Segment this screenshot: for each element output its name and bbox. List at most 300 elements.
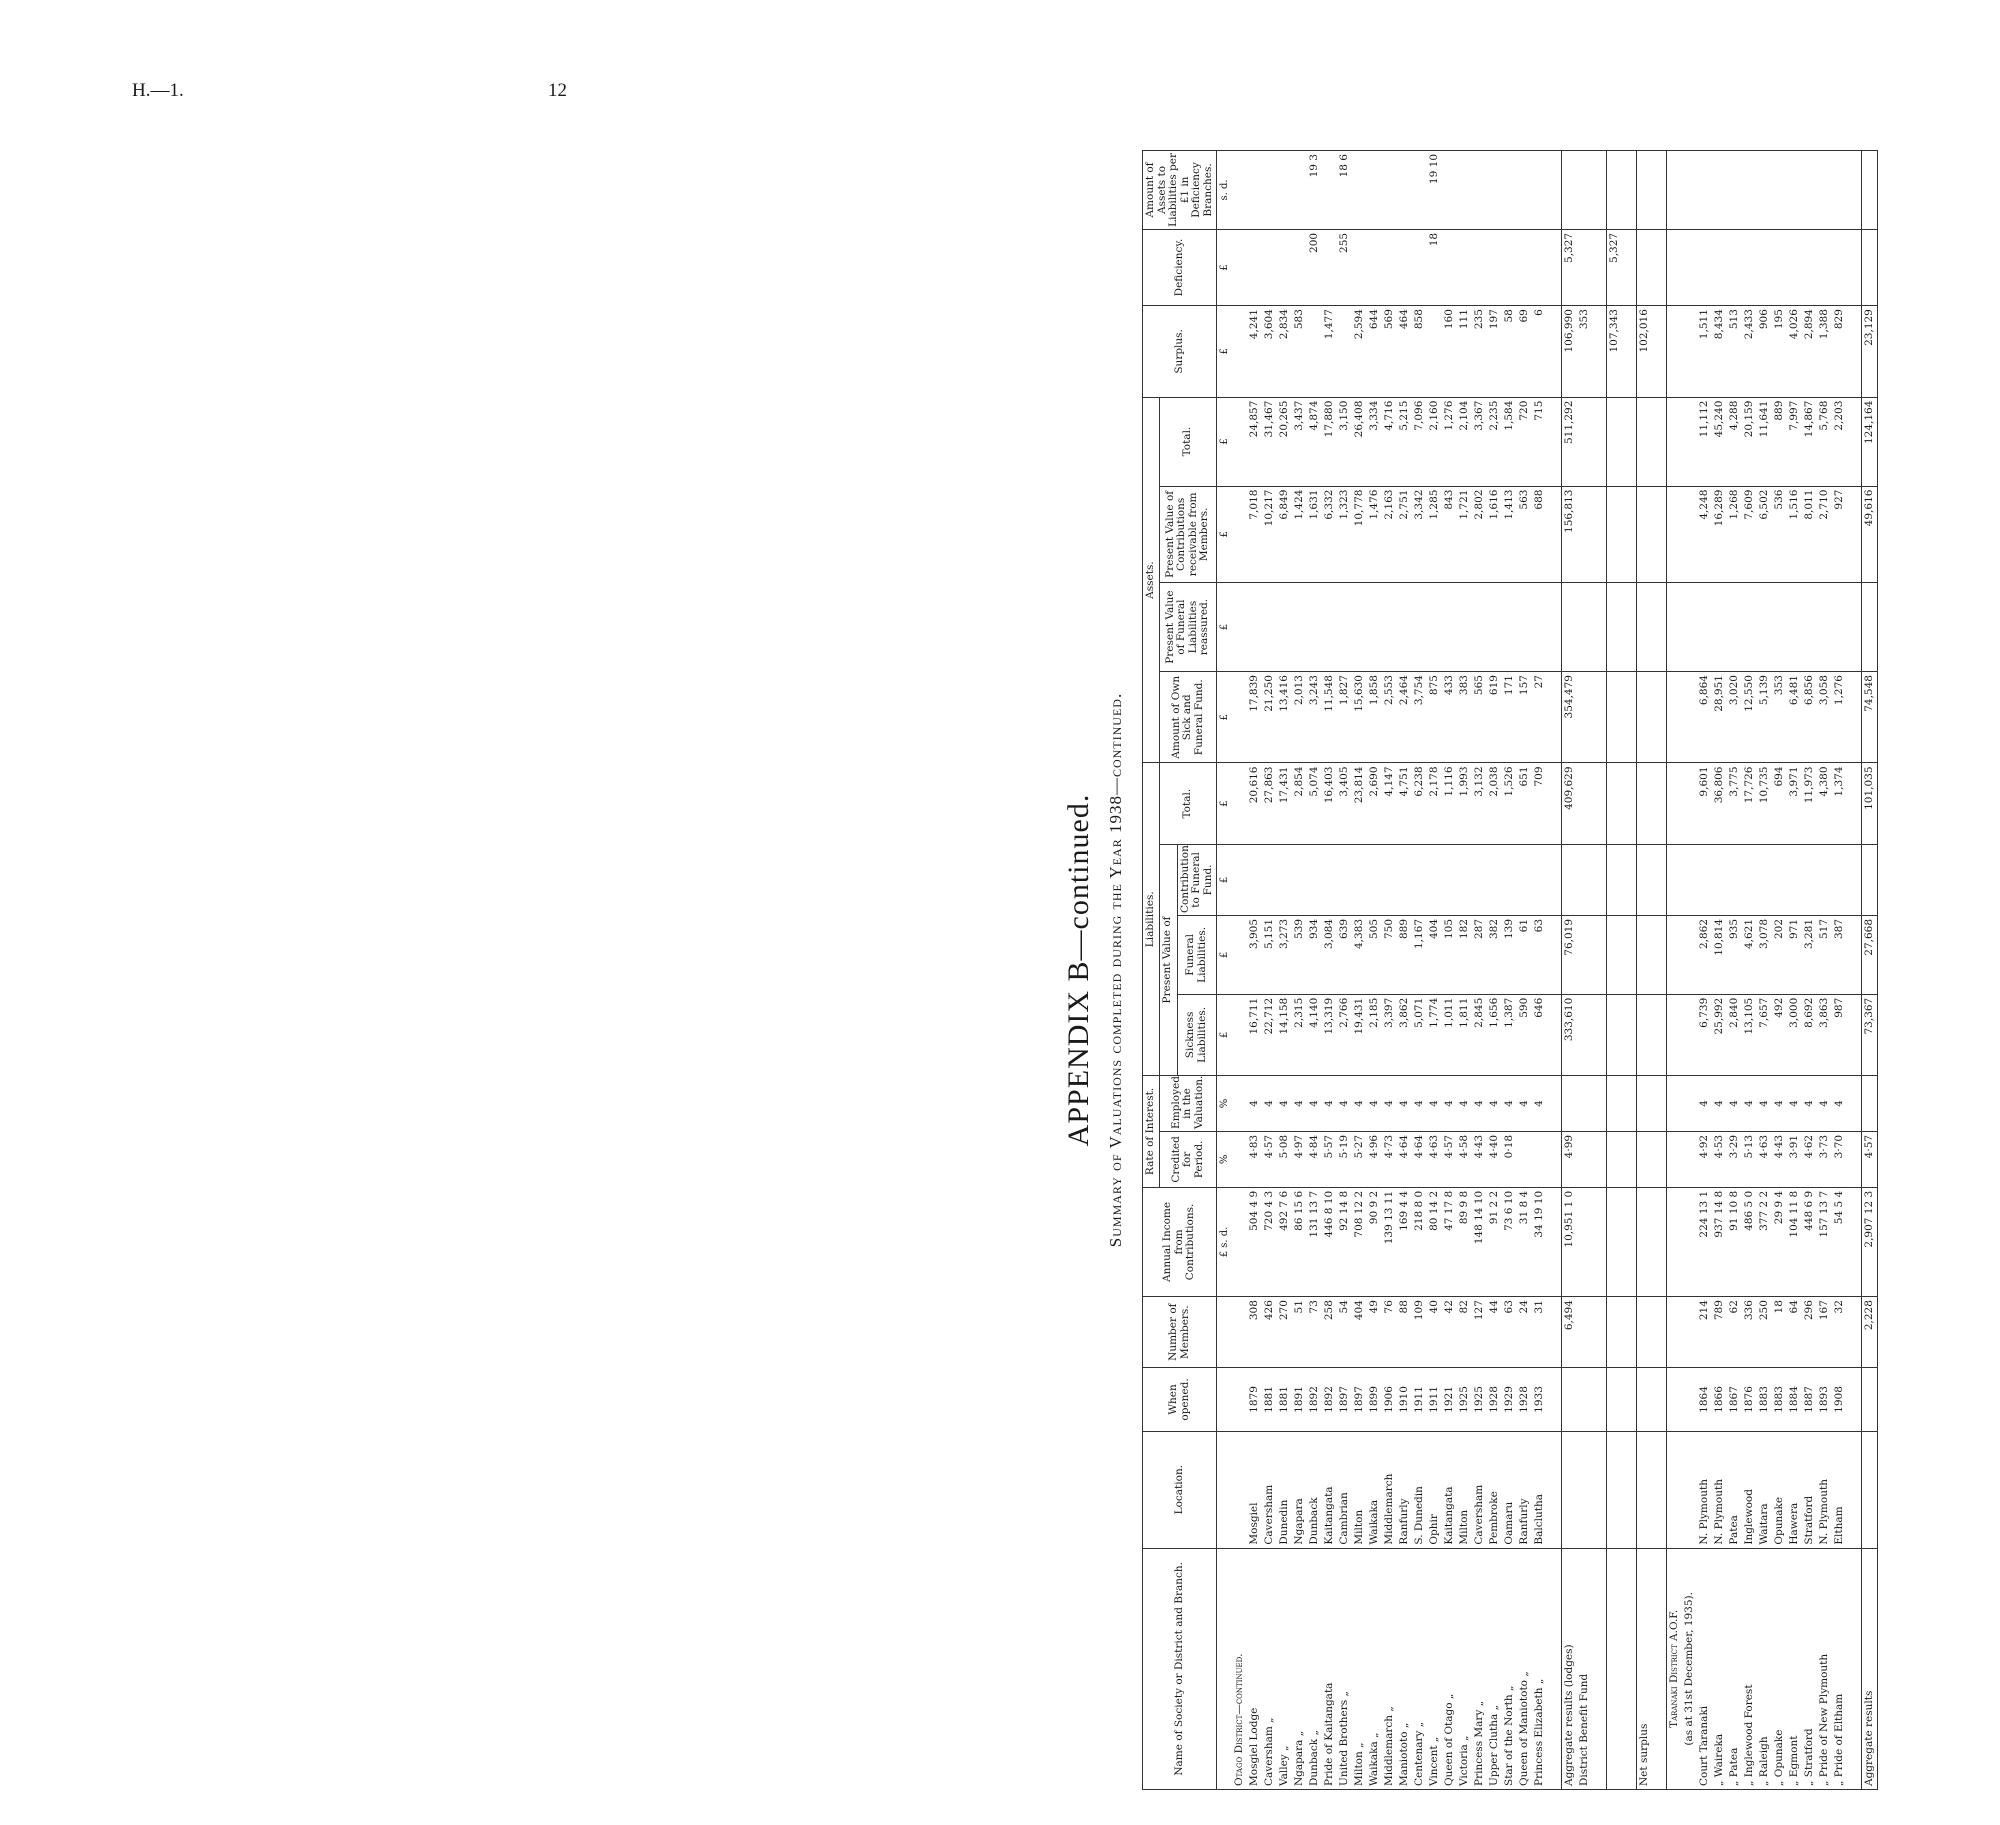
cell-surplus: 513	[1727, 306, 1742, 397]
cell-opened: 1884	[1787, 1368, 1802, 1432]
cell-own: 171	[1502, 672, 1517, 763]
cell-cmembers: 7,018	[1247, 486, 1262, 583]
cell-cmembers: 1,616	[1487, 486, 1502, 583]
cell-own: 27	[1532, 672, 1547, 763]
cell-name: District Benefit Fund	[1577, 1548, 1592, 1789]
cell-credited: 4·64	[1397, 1131, 1412, 1187]
cell-cmembers: 1,413	[1502, 486, 1517, 583]
page-number: 12	[548, 80, 567, 101]
cell-atotal: 889	[1772, 397, 1787, 486]
cell-opened: 1893	[1817, 1368, 1832, 1432]
cell-funeral: 2,862	[1697, 915, 1712, 994]
cell-employed: 4	[1727, 1076, 1742, 1132]
cell-income: 29 9 4	[1772, 1187, 1787, 1296]
unit-pound: £	[1217, 397, 1233, 486]
cell-loc: Cambrian	[1337, 1431, 1352, 1548]
cell-income: 80 14 2	[1427, 1187, 1442, 1296]
cell-opened	[1562, 1368, 1578, 1432]
cell-atotal: 14,867	[1802, 397, 1817, 486]
cell-sickness: 13,319	[1322, 994, 1337, 1075]
cell-opened: 1925	[1457, 1368, 1472, 1432]
cell-opened: 1897	[1352, 1368, 1367, 1432]
cell-credited: 0·18	[1502, 1131, 1517, 1187]
cell-deficiency	[1277, 229, 1292, 305]
valuations-table	[1142, 150, 1878, 1790]
cell-deficiency	[1832, 229, 1847, 305]
cell-perpound	[1757, 151, 1772, 230]
units-row	[1217, 151, 1233, 1790]
cell-contrib	[1757, 844, 1772, 915]
cell-loc	[1562, 1431, 1578, 1548]
cell-loc: Kaitangata	[1442, 1431, 1457, 1548]
cell-credited: 4·99	[1562, 1131, 1578, 1187]
cell-employed: 4	[1307, 1076, 1322, 1132]
cell-opened: 1883	[1757, 1368, 1772, 1432]
cell-ltotal: 5,074	[1307, 763, 1322, 844]
cell-sickness: 3,863	[1817, 994, 1832, 1075]
cell-contrib	[1277, 844, 1292, 915]
cell-deficiency	[1457, 229, 1472, 305]
cell-atotal: 3,437	[1292, 397, 1307, 486]
cell-perpound	[1382, 151, 1397, 230]
cell-employed: 4	[1262, 1076, 1277, 1132]
cell-own: 3,020	[1727, 672, 1742, 763]
cell-sickness: 3,397	[1382, 994, 1397, 1075]
cell-perpound	[1817, 151, 1832, 230]
cell-atotal: 3,367	[1472, 397, 1487, 486]
cell-surplus: 3,604	[1262, 306, 1277, 397]
cell-employed: 4	[1397, 1076, 1412, 1132]
cell-contrib	[1517, 844, 1532, 915]
cell-atotal: 20,265	[1277, 397, 1292, 486]
cell-opened	[1862, 1368, 1878, 1432]
cell-atotal: 26,408	[1352, 397, 1367, 486]
cell-reassured	[1757, 583, 1772, 672]
cell-cmembers: 688	[1532, 486, 1547, 583]
col-rate: Rate of Interest.	[1143, 1076, 1160, 1188]
table-row	[1397, 151, 1412, 1790]
cell-surplus: 1,477	[1322, 306, 1337, 397]
cell-opened: 1887	[1802, 1368, 1817, 1432]
cell-surplus	[1337, 306, 1352, 397]
cell-cmembers: 8,011	[1802, 486, 1817, 583]
cell-atotal: 2,104	[1457, 397, 1472, 486]
cell-loc: Hawera	[1787, 1431, 1802, 1548]
unit-pound: £	[1217, 994, 1233, 1075]
cell-surplus: 583	[1292, 306, 1307, 397]
col-surplus: Surplus.	[1143, 306, 1217, 397]
cell-members: 24	[1517, 1297, 1532, 1368]
cell-loc: N. Plymouth	[1817, 1431, 1832, 1548]
cell-ltotal: 16,403	[1322, 763, 1337, 844]
cell-opened: 1866	[1712, 1368, 1727, 1432]
cell-credited: 5·57	[1322, 1131, 1337, 1187]
cell-employed: 4	[1352, 1076, 1367, 1132]
cell-cmembers: 6,502	[1757, 486, 1772, 583]
cell-ltotal: 1,993	[1457, 763, 1472, 844]
cell-contrib	[1577, 844, 1592, 915]
cell-employed: 4	[1742, 1076, 1757, 1132]
cell-surplus: 829	[1832, 306, 1847, 397]
cell-reassured	[1787, 583, 1802, 672]
table-row	[1832, 151, 1847, 1790]
cell-deficiency	[1352, 229, 1367, 305]
cell-contrib	[1487, 844, 1502, 915]
col-members: Number of Members.	[1143, 1297, 1217, 1368]
cell-reassured	[1517, 583, 1532, 672]
cell-contrib	[1562, 844, 1578, 915]
cell-atotal: 3,150	[1337, 397, 1352, 486]
cell-funeral: 935	[1727, 915, 1742, 994]
cell-name: Dunback „	[1307, 1548, 1322, 1789]
cell-name: „ Raleigh	[1757, 1548, 1772, 1789]
cell-reassured	[1742, 583, 1757, 672]
cell-funeral: 889	[1397, 915, 1412, 994]
table-row	[1247, 151, 1262, 1790]
cell-own: 383	[1457, 672, 1472, 763]
cell-income: 131 13 7	[1307, 1187, 1322, 1296]
cell-credited: 4·57	[1862, 1131, 1878, 1187]
cell-loc	[1862, 1431, 1878, 1548]
cell-loc: Pembroke	[1487, 1431, 1502, 1548]
cell-ltotal: 1,526	[1502, 763, 1517, 844]
cell-surplus: 858	[1412, 306, 1427, 397]
cell-sickness: 4,140	[1307, 994, 1322, 1075]
cell-name: Court Taranaki	[1697, 1548, 1712, 1789]
cell-perpound	[1712, 151, 1727, 230]
col-per-pound: Amount of Assets to Liabilities per £1 in Deficiency Branches.	[1143, 151, 1217, 230]
cell-employed: 4	[1322, 1076, 1337, 1132]
cell-sickness: 1,387	[1502, 994, 1517, 1075]
cell-employed: 4	[1817, 1076, 1832, 1132]
cell-income: 73 6 10	[1502, 1187, 1517, 1296]
cell-members	[1607, 1297, 1623, 1368]
cell-sickness: 73,367	[1862, 994, 1878, 1075]
cell-loc: Caversham	[1262, 1431, 1277, 1548]
cell-loc: Ngapara	[1292, 1431, 1307, 1548]
cell-deficiency	[1262, 229, 1277, 305]
cell-cmembers: 49,616	[1862, 486, 1878, 583]
unit-sd: s. d.	[1217, 151, 1233, 230]
cell-opened: 1899	[1367, 1368, 1382, 1432]
cell-perpound	[1802, 151, 1817, 230]
cell-own: 619	[1487, 672, 1502, 763]
cell-members: 88	[1397, 1297, 1412, 1368]
cell-members: 167	[1817, 1297, 1832, 1368]
cell-own: 1,276	[1832, 672, 1847, 763]
cell-surplus: 58	[1502, 306, 1517, 397]
cell-ltotal	[1637, 763, 1653, 844]
cell-loc: Waitara	[1757, 1431, 1772, 1548]
cell-own: 5,139	[1757, 672, 1772, 763]
cell-credited	[1607, 1131, 1623, 1187]
cell-loc	[1577, 1431, 1592, 1548]
cell-deficiency	[1442, 229, 1457, 305]
cell-name: Mosgiel Lodge	[1247, 1548, 1262, 1789]
cell-surplus: 4,241	[1247, 306, 1262, 397]
cell-perpound	[1577, 151, 1592, 230]
col-assets: Assets.	[1143, 397, 1160, 763]
cell-members: 214	[1697, 1297, 1712, 1368]
cell-surplus: 644	[1367, 306, 1382, 397]
taranaki-subheading-row	[1682, 151, 1697, 1790]
cell-perpound: 19 3	[1307, 151, 1322, 230]
table-row	[1382, 151, 1397, 1790]
cell-surplus: 1,511	[1697, 306, 1712, 397]
cell-credited	[1532, 1131, 1547, 1187]
cell-contrib	[1427, 844, 1442, 915]
cell-perpound	[1277, 151, 1292, 230]
col-sickness: Sickness Liabilities.	[1177, 994, 1217, 1075]
table-row	[1772, 151, 1787, 1790]
cell-members: 789	[1712, 1297, 1727, 1368]
cell-income: 224 13 1	[1697, 1187, 1712, 1296]
rotated-page	[1060, 150, 2000, 1790]
cell-ltotal: 4,751	[1397, 763, 1412, 844]
cell-own: 2,013	[1292, 672, 1307, 763]
cell-atotal	[1607, 397, 1623, 486]
cell-ltotal: 3,971	[1787, 763, 1802, 844]
cell-atotal: 5,215	[1397, 397, 1412, 486]
cell-cmembers: 1,476	[1367, 486, 1382, 583]
cell-employed: 4	[1382, 1076, 1397, 1132]
table-row	[1487, 151, 1502, 1790]
cell-surplus: 2,433	[1742, 306, 1757, 397]
cell-reassured	[1247, 583, 1262, 672]
cell-funeral: 10,814	[1712, 915, 1727, 994]
col-contrib-members: Present Value of Contributions receivable from Members.	[1159, 486, 1217, 583]
cell-contrib	[1352, 844, 1367, 915]
cell-members: 308	[1247, 1297, 1262, 1368]
unit-pct: %	[1217, 1076, 1233, 1132]
unit-pct: %	[1217, 1131, 1233, 1187]
cell-members: 51	[1292, 1297, 1307, 1368]
cell-sickness: 2,766	[1337, 994, 1352, 1075]
cell-sickness: 987	[1832, 994, 1847, 1075]
cell-sickness: 1,656	[1487, 994, 1502, 1075]
cell-cmembers	[1577, 486, 1592, 583]
cell-atotal: 11,641	[1757, 397, 1772, 486]
cell-loc: N. Plymouth	[1712, 1431, 1727, 1548]
cell-members: 2,228	[1862, 1297, 1878, 1368]
cell-members: 426	[1262, 1297, 1277, 1368]
cell-deficiency	[1487, 229, 1502, 305]
cell-surplus: 107,343	[1607, 306, 1623, 397]
cell-deficiency	[1772, 229, 1787, 305]
spacer-row	[1847, 151, 1862, 1790]
cell-ltotal: 2,178	[1427, 763, 1442, 844]
cell-employed: 4	[1712, 1076, 1727, 1132]
cell-funeral: 202	[1772, 915, 1787, 994]
section-heading: Taranaki District A.O.F.	[1667, 1548, 1683, 1789]
cell-funeral: 61	[1517, 915, 1532, 994]
cell-cmembers: 6,332	[1322, 486, 1337, 583]
cell-contrib	[1397, 844, 1412, 915]
cell-deficiency	[1322, 229, 1337, 305]
cell-cmembers: 2,751	[1397, 486, 1412, 583]
cell-reassured	[1817, 583, 1832, 672]
cell-atotal	[1637, 397, 1653, 486]
cell-own: 3,243	[1307, 672, 1322, 763]
col-deficiency: Deficiency.	[1143, 229, 1217, 305]
cell-name: Queen of Otago „	[1442, 1548, 1457, 1789]
cell-members: 32	[1832, 1297, 1847, 1368]
cell-funeral: 971	[1787, 915, 1802, 994]
cell-employed: 4	[1472, 1076, 1487, 1132]
cell-sickness: 3,862	[1397, 994, 1412, 1075]
cell-own: 28,951	[1712, 672, 1727, 763]
cell-income: 720 4 3	[1262, 1187, 1277, 1296]
cell-ltotal: 20,616	[1247, 763, 1262, 844]
cell-opened: 1883	[1772, 1368, 1787, 1432]
cell-name: Aggregate results (lodges)	[1562, 1548, 1578, 1789]
cell-opened: 1897	[1337, 1368, 1352, 1432]
table-row	[1697, 151, 1712, 1790]
cell-cmembers: 536	[1772, 486, 1787, 583]
cell-name: Waikaka „	[1367, 1548, 1382, 1789]
cell-perpound: 18 6	[1337, 151, 1352, 230]
table-row	[1307, 151, 1322, 1790]
cell-deficiency	[1472, 229, 1487, 305]
cell-opened	[1607, 1368, 1623, 1432]
cell-members: 49	[1367, 1297, 1382, 1368]
cell-name: „ Pride of Eltham	[1832, 1548, 1847, 1789]
cell-income: 31 8 4	[1517, 1187, 1532, 1296]
otago-heading-row	[1232, 151, 1247, 1790]
cell-reassured	[1472, 583, 1487, 672]
cell-loc: Kaitangata	[1322, 1431, 1337, 1548]
cell-own: 15,630	[1352, 672, 1367, 763]
cell-funeral: 3,905	[1247, 915, 1262, 994]
cell-surplus: 111	[1457, 306, 1472, 397]
cell-opened: 1911	[1427, 1368, 1442, 1432]
cell-income: 486 5 0	[1742, 1187, 1757, 1296]
cell-atotal: 24,857	[1247, 397, 1262, 486]
cell-perpound	[1247, 151, 1262, 230]
cell-sickness: 8,692	[1802, 994, 1817, 1075]
cell-funeral: 105	[1442, 915, 1457, 994]
cell-cmembers: 1,721	[1457, 486, 1472, 583]
cell-perpound: 19 10	[1427, 151, 1442, 230]
cell-credited	[1517, 1131, 1532, 1187]
cell-opened: 1928	[1517, 1368, 1532, 1432]
cell-ltotal: 3,775	[1727, 763, 1742, 844]
cell-perpound	[1862, 151, 1878, 230]
cell-contrib	[1457, 844, 1472, 915]
cell-income: 504 4 9	[1247, 1187, 1262, 1296]
cell-name: „ Egmont	[1787, 1548, 1802, 1789]
cell-members: 44	[1487, 1297, 1502, 1368]
cell-sickness: 13,105	[1742, 994, 1757, 1075]
cell-perpound	[1442, 151, 1457, 230]
table-row	[1802, 151, 1817, 1790]
cell-sickness: 2,840	[1727, 994, 1742, 1075]
cell-atotal: 7,997	[1787, 397, 1802, 486]
cell-atotal: 4,716	[1382, 397, 1397, 486]
cell-surplus: 195	[1772, 306, 1787, 397]
cell-members: 42	[1442, 1297, 1457, 1368]
unit-pound: £	[1217, 583, 1233, 672]
cell-surplus: 106,990	[1562, 306, 1578, 397]
cell-ltotal: 2,038	[1487, 763, 1502, 844]
cell-ltotal	[1577, 763, 1592, 844]
cell-credited: 5·27	[1352, 1131, 1367, 1187]
cell-surplus: 2,894	[1802, 306, 1817, 397]
cell-reassured	[1577, 583, 1592, 672]
cell-name: Maniototo „	[1397, 1548, 1412, 1789]
cell-funeral: 539	[1292, 915, 1307, 994]
cell-surplus: 235	[1472, 306, 1487, 397]
cell-ltotal: 36,806	[1712, 763, 1727, 844]
cell-own: 875	[1427, 672, 1442, 763]
cell-surplus: 353	[1577, 306, 1592, 397]
cell-perpound	[1562, 151, 1578, 230]
cell-contrib	[1502, 844, 1517, 915]
cell-deficiency	[1757, 229, 1772, 305]
cell-credited: 4·57	[1442, 1131, 1457, 1187]
col-opened: When opened.	[1143, 1368, 1217, 1432]
table-row	[1742, 151, 1757, 1790]
cell-opened	[1577, 1368, 1592, 1432]
cell-perpound	[1787, 151, 1802, 230]
col-funeral: Funeral Liabilities.	[1177, 915, 1217, 994]
cell-loc: Oamaru	[1502, 1431, 1517, 1548]
cell-cmembers: 1,268	[1727, 486, 1742, 583]
cell-name: Aggregate results	[1862, 1548, 1878, 1789]
cell-loc: Milton	[1457, 1431, 1472, 1548]
cell-reassured	[1397, 583, 1412, 672]
cell-members: 127	[1472, 1297, 1487, 1368]
cell-own: 1,858	[1367, 672, 1382, 763]
cell-cmembers: 10,778	[1352, 486, 1367, 583]
cell-income: 448 6 9	[1802, 1187, 1817, 1296]
cell-opened: 1881	[1262, 1368, 1277, 1432]
cell-surplus	[1427, 306, 1442, 397]
cell-credited	[1637, 1131, 1653, 1187]
cell-income	[1637, 1187, 1653, 1296]
cell-perpound	[1727, 151, 1742, 230]
cell-contrib	[1742, 844, 1757, 915]
cell-reassured	[1607, 583, 1623, 672]
cell-surplus: 906	[1757, 306, 1772, 397]
cell-sickness: 19,431	[1352, 994, 1367, 1075]
cell-perpound	[1697, 151, 1712, 230]
cell-credited: 4·43	[1772, 1131, 1787, 1187]
cell-surplus: 23,129	[1862, 306, 1878, 397]
cell-ltotal: 9,601	[1697, 763, 1712, 844]
cell-credited: 4·63	[1427, 1131, 1442, 1187]
col-location: Location.	[1143, 1431, 1217, 1548]
cell-own: 433	[1442, 672, 1457, 763]
col-liabilities: Liabilities.	[1143, 763, 1160, 1076]
cell-credited: 5·08	[1277, 1131, 1292, 1187]
cell-atotal: 1,584	[1502, 397, 1517, 486]
cell-contrib	[1532, 844, 1547, 915]
cell-contrib	[1367, 844, 1382, 915]
table-row	[1712, 151, 1727, 1790]
cell-opened: 1908	[1832, 1368, 1847, 1432]
cell-own: 17,839	[1247, 672, 1262, 763]
cell-loc: Ranfurly	[1517, 1431, 1532, 1548]
cell-opened: 1925	[1472, 1368, 1487, 1432]
cell-members: 54	[1337, 1297, 1352, 1368]
cell-funeral: 3,084	[1322, 915, 1337, 994]
cell-own: 157	[1517, 672, 1532, 763]
summary-subtitle: Summary of Valuations completed during the Year 1938—continued.	[1106, 692, 1125, 1248]
cell-ltotal: 23,814	[1352, 763, 1367, 844]
cell-surplus	[1307, 306, 1322, 397]
table-row	[1817, 151, 1832, 1790]
